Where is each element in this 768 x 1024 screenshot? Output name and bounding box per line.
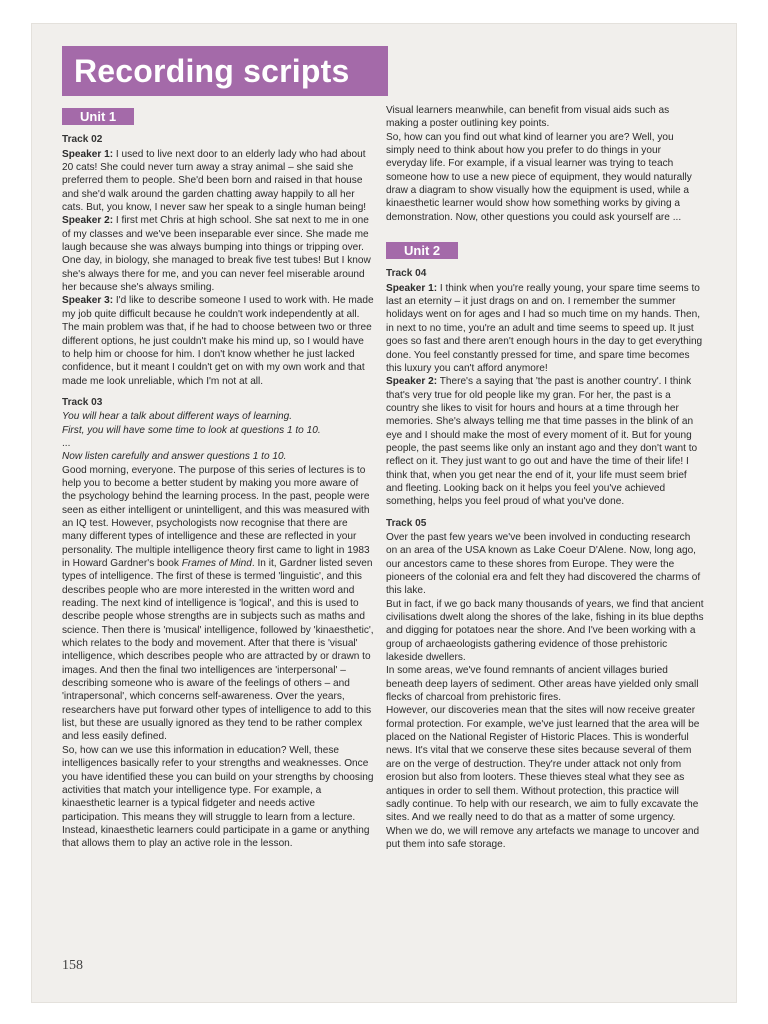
right-column bbox=[386, 104, 704, 851]
track-03-instruction-1: You will hear a talk about different ways of learning. bbox=[62, 411, 293, 423]
track-05-paragraph-3: In some areas, we've found remnants of ancient villages buried beneath deep layers of sediment. Other areas have yielded only small flecks of charcoal from prehistoric fires. bbox=[386, 665, 699, 704]
track-05-paragraph-1: Over the past few years we've been involved in conducting research on an area of the USA known as Lake Coeur D'Alene. Now, long ago, our ancestors came to these shores from Europe. They were the pioneers of the colonial era and felt they had discovered the charms of this lake. bbox=[386, 531, 701, 597]
track-03-paragraph-2: So, how can we use this information in education? Well, these intelligences basically refer to your strengths and weaknesses. Once you have identified these you can build on your strengths by choosing activities that match your intelligence type. For example, a kinaesthetic learner is a typical fidgeter and needs active participation. This means they will struggle to learn from a lecture. Instead, kinaesthetic learners could participate in a game or anything that allows them to play an active role in the lesson. bbox=[62, 744, 374, 850]
unit-2-label: Unit 2 bbox=[386, 242, 458, 259]
track-03-ellipsis: ... bbox=[62, 437, 71, 449]
track-05-paragraph-2: But in fact, if we go back many thousands of years, we find that ancient civilisations dwelt along the shores of the lake, fishing in its blue depths and digging for potatoes near the shore. And I've been working with a group of archaeologists gathering evidence of those prehistoric lakeside dwellers. bbox=[386, 598, 704, 664]
unit-1-label: Unit 1 bbox=[62, 108, 134, 125]
track-04-heading: Track 04 bbox=[386, 268, 427, 280]
page-title: Recording scripts bbox=[62, 46, 388, 96]
page bbox=[32, 24, 736, 1002]
track-04-speaker-2: Speaker 2: There's a saying that 'the past is another country'. I think that's very true for old people like my gran. For her, the past is a country she likes to visit for hours and hours at a time through her memories. She's always telling me that time passes in the blink of an eye and I should make the most of every moment of it. But for young people, the past seems like only an instant ago and they don't want to reflect on it. They just want to go out and have the time of their life! I think that, when you get near the end of it, your life must seem brief and fleeting. Looking back on it helps you feel you've achieved something, helps you feel proud of what you've done. bbox=[386, 376, 698, 508]
track-02-speaker-1: Speaker 1: I used to live next door to an elderly lady who had about 20 cats! She could never turn away a stray animal – she said she preferred them to people. She'd been born and raised in that house and she'd walk around the garden chatting away happily to all her cats. But, you know, I never saw her speak to a single human being! bbox=[62, 148, 367, 214]
track-05-heading: Track 05 bbox=[386, 517, 427, 529]
track-03-paragraph-1: Good morning, everyone. The purpose of this series of lectures is to help you to become a better student by making you more aware of the psychology behind the learning process. In the past, people were seen as either intelligent or unintelligent, and this was measured with an IQ test. However, psychologists now recognise that there are many different types of intelligence and these are reflected in your personality. The multiple intelligence theory first came to light in 1983 in Howard Gardner's book Frames of Mind. In it, Gardner listed seven types of intelligence. The first of these is termed 'linguistic', and this describes people who are more interested in the written word and reading. The next kind of intelligence is 'logical', and this is used to describe people whose strengths are in subjects such as maths and science. Then there is 'musical' intelligence, followed by 'kinaesthetic', which relates to the body and movement. After that there is 'visual' intelligence, which describes people who are attracted by or drawn to images. And then the final two intelligences are 'interpersonal' – describing someone who is aware of the feelings of others – and 'intrapersonal', which concerns self-awareness. Over the years, researchers have put forward other types of intelligence to add to this list, but these are usually ignored as they tend to be rather complex and less easily defined. bbox=[62, 464, 374, 743]
left-column bbox=[62, 104, 374, 851]
book-title: Frames of Mind bbox=[181, 558, 252, 569]
track-02-speaker-3: Speaker 3: I'd like to describe someone I used to work with. He made my job quite difficult because he couldn't work independently at all. The main problem was that, if he had to choose between two or three different options, he just couldn't make his mind up, so I would have to help him or choose for him. I don't know whether he just lacked confidence, but it meant I couldn't get on with my own work and that made me look unreliable, which I'm not at all. bbox=[62, 295, 374, 387]
unit-2-heading bbox=[386, 242, 704, 259]
track-03-heading: Track 03 bbox=[62, 396, 103, 408]
track-03-paragraph-4: So, how can you find out what kind of learner you are? Well, you simply need to think about how you prefer to do things in your everyday life. For example, if a visual learner was trying to teach someone how to use a new piece of equipment, they would naturally draw a diagram to show visually how the equipment is used, while a kinaesthetic learner would show how something works by giving a demonstration. Now, other questions you could ask yourself are ... bbox=[386, 131, 692, 223]
track-04-speaker-1: Speaker 1: I think when you're really young, your spare time seems to last an eternity – it just drags on and on. I remember the summer holidays went on for ages and I had so much time on my hands. Then, in next to no time, you're an adult and time seems to speed up. It just goes so fast and there aren't enough hours in the day to get everything done. You feel constantly pressed for time, and spare time becomes this luxury you can't afford anymore! bbox=[386, 282, 703, 374]
track-02-heading: Track 02 bbox=[62, 134, 103, 146]
unit-1-heading bbox=[62, 108, 374, 125]
track-03-paragraph-3: Visual learners meanwhile, can benefit from visual aids such as making a poster outlining key points. bbox=[386, 105, 670, 130]
track-03-instruction-3: Now listen carefully and answer questions 1 to 10. bbox=[62, 451, 287, 463]
track-03-instruction-2: First, you will have some time to look at questions 1 to 10. bbox=[62, 424, 321, 436]
track-02-speaker-2: Speaker 2: I first met Chris at high school. She sat next to me in one of my classes and we've been inseparable ever since. She made me laugh because she was always bumping into things or tripping over. One day, in biology, she managed to break five test tubes! But I know she's always there for me, and you can never feel miserable around her because she's always smiling. bbox=[62, 215, 371, 294]
track-05-paragraph-4: However, our discoveries mean that the sites will now receive greater formal protection. For example, we've just learned that the area will be placed on the National Register of Historic Places. This is wonderful news. It's vital that we conserve these sites because several of them are on the verge of destruction. They're under attack not only from erosion but also from looters. These thieves steal what they see as antiques in order to sell them. Without protection, this practice will sadly continue. To help with our research, we aim to fully excavate the sites. And we really need to do that as a matter of some urgency. When we do, we will remove any artefacts we manage to uncover and put them into safe storage. bbox=[386, 705, 700, 850]
page-number: 158 bbox=[62, 958, 83, 973]
